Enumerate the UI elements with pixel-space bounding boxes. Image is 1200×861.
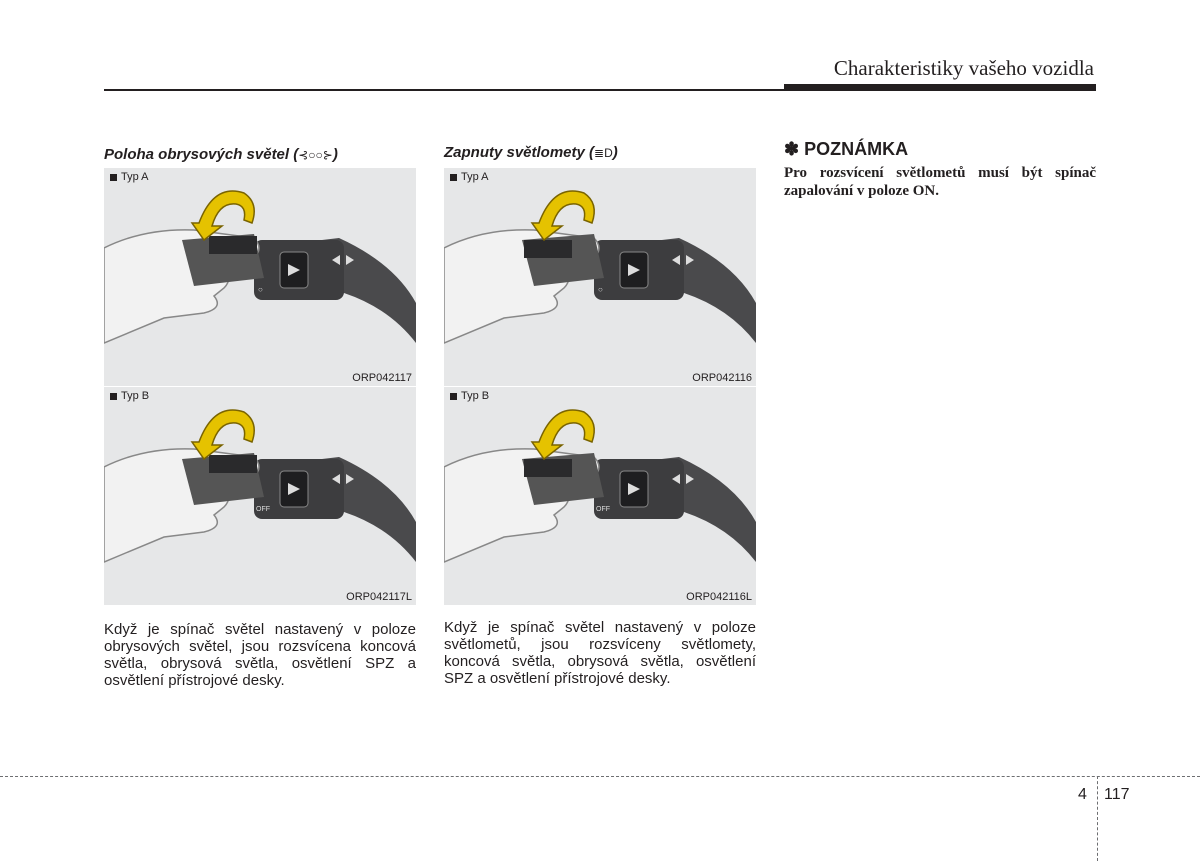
note-title-text: POZNÁMKA bbox=[804, 139, 909, 159]
stalk-illustration bbox=[444, 168, 756, 386]
figure-code: ORP042117L bbox=[346, 591, 412, 603]
stalk-illustration bbox=[104, 168, 416, 386]
figure-panel bbox=[104, 387, 416, 605]
figure-panel bbox=[444, 168, 756, 386]
heading-close: ) bbox=[612, 144, 618, 161]
grip-tip bbox=[524, 240, 572, 258]
rotation-arrow-icon bbox=[192, 410, 254, 459]
figure-panel bbox=[444, 387, 756, 605]
grip-tip bbox=[524, 459, 572, 477]
note-star-icon: ✽ bbox=[784, 139, 800, 159]
figure-code: ORP042116L bbox=[686, 591, 752, 603]
figure-code: ORP042116 bbox=[692, 372, 752, 384]
grip-tip bbox=[209, 236, 257, 254]
figure-type-text: Typ B bbox=[461, 390, 490, 402]
note-body: Pro rozsvícení světlometů musí být spínač zapalování v poloze ON. bbox=[784, 165, 1096, 199]
figure-type-label bbox=[110, 390, 149, 402]
header-rule-accent bbox=[784, 84, 1096, 91]
switch-mark: ○ bbox=[258, 285, 263, 294]
stalk-illustration bbox=[104, 387, 416, 605]
header-rule bbox=[104, 89, 784, 91]
figure-code: ORP042117 bbox=[352, 372, 412, 384]
section-heading-parking-lights bbox=[104, 146, 338, 163]
section-heading-headlights bbox=[444, 144, 618, 161]
figure-type-text: Typ B bbox=[121, 390, 150, 402]
figure-type-label bbox=[110, 171, 149, 183]
page-number: 117 bbox=[1104, 786, 1130, 803]
stalk-illustration bbox=[444, 387, 756, 605]
switch-mark: OFF bbox=[256, 506, 270, 513]
rotation-arrow-icon bbox=[532, 410, 594, 459]
rotation-arrow-icon bbox=[192, 191, 254, 240]
bullet-square bbox=[450, 174, 457, 181]
figure-type-label bbox=[450, 390, 489, 402]
header-title: Charakteristiky vašeho vozidla bbox=[833, 56, 1094, 80]
body-paragraph: Když je spínač světel nastavený v poloze světlometů, jsou rozsvíceny světlomety, koncová světla, obrysová světla, osvětlení SPZ a osvětlení přístrojové desky. bbox=[444, 619, 756, 687]
figure-type-label bbox=[450, 171, 489, 183]
heading-text: Poloha obrysových světel ( bbox=[104, 146, 299, 163]
headlight-icon: ≣D bbox=[594, 146, 613, 160]
chapter-number: 4 bbox=[1078, 786, 1087, 803]
parking-light-icon: ⊰○○⊱ bbox=[298, 148, 333, 162]
bullet-square bbox=[110, 174, 117, 181]
rotation-arrow-icon bbox=[532, 191, 594, 240]
body-paragraph: Když je spínač světel nastavený v poloze obrysových světel, jsou rozsvícena koncová světla, obrysová světla, osvětlení SPZ a osvětlení přístrojové desky. bbox=[104, 621, 416, 689]
bullet-square bbox=[450, 393, 457, 400]
figure-type-text: Typ A bbox=[461, 171, 489, 183]
heading-close: ) bbox=[332, 146, 338, 163]
footer-rule bbox=[0, 776, 1200, 777]
switch-mark: ○ bbox=[598, 285, 603, 294]
bullet-square bbox=[110, 393, 117, 400]
heading-text: Zapnuty světlomety ( bbox=[444, 144, 595, 161]
switch-mark: OFF bbox=[596, 506, 610, 513]
figure-type-text: Typ A bbox=[121, 171, 149, 183]
footer-divider bbox=[1097, 776, 1098, 861]
note-title bbox=[784, 139, 908, 160]
grip-tip bbox=[209, 455, 257, 473]
figure-panel bbox=[104, 168, 416, 386]
